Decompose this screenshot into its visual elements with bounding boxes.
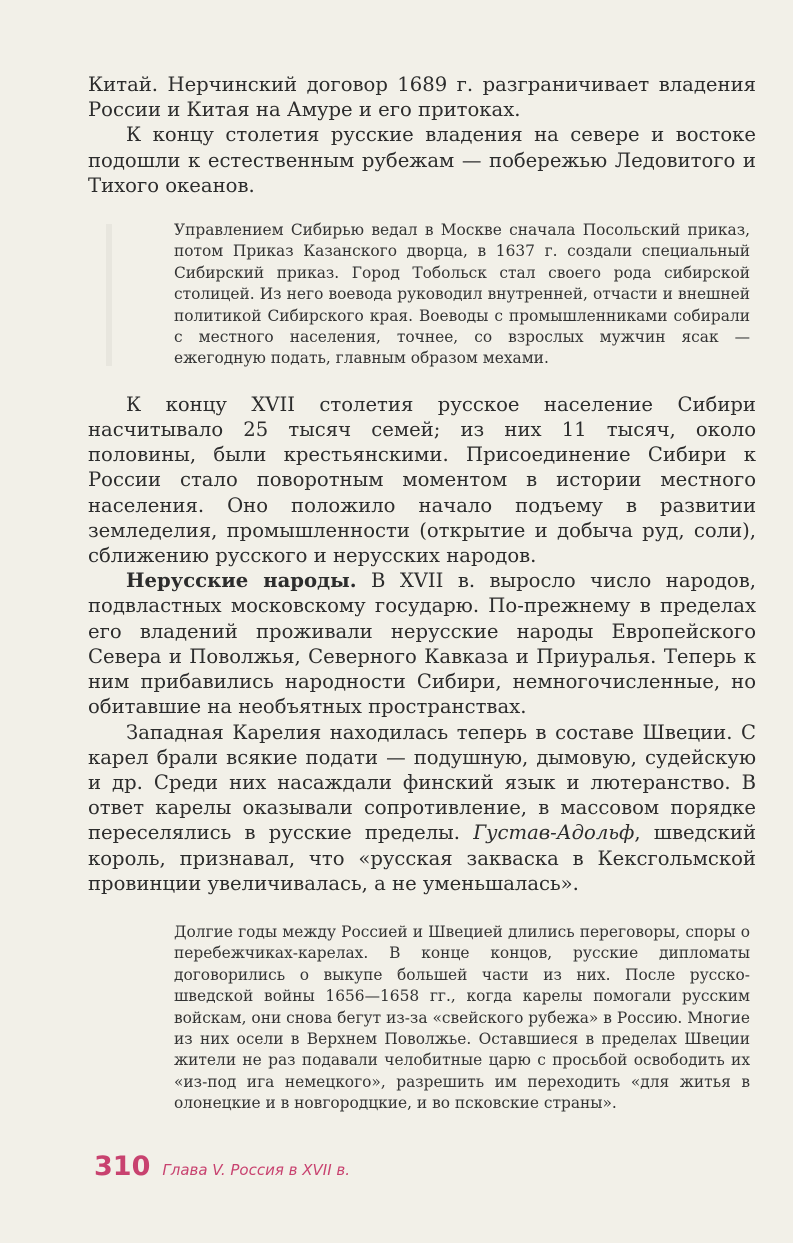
paragraph-5-text-b: , шведский король, признавал, что «русская закваска в Кексгольмской провинции увеличивалась, а не уменьшалась».: [88, 821, 756, 895]
person-name: Густав-Адольф: [473, 821, 635, 845]
paragraph-1: Китай. Нерчинский договор 1689 г. разграничивает владения России и Китая на Амуре и его притоках.: [88, 73, 756, 122]
paragraph-2: К концу столетия русские владения на севере и востоке подошли к естественным рубежам — побережью Ледовитого и Тихого океанов.: [88, 123, 756, 197]
note-margin-bar: [106, 224, 112, 366]
sidebar-note-siberia: [88, 220, 756, 370]
paragraph-5: [88, 720, 756, 896]
paragraph-3: К концу XVII столетия русское население Сибири насчитывало 25 тысяч семей; из них 11 тысяч, около половины, были крестьянскими. Присоединение Сибири к России стало поворотным моментом в истории местного населения. Оно положило начало подъему в развитии земледелия, промышленности (открытие и добыча руд, соли), сближению русского и нерусских народов.: [88, 392, 756, 568]
paragraph-5-text-a: Западная Карелия находилась теперь в составе Швеции. С карел брали всякие подати — подушную, дымовую, судейскую и др. Среди них насаждали финский язык и лютеранство. В ответ карелы оказывали сопротивление, в массовом порядке переселялись в русские пределы.: [88, 720, 756, 845]
note-text: Долгие годы между Россией и Швецией длились переговоры, споры о перебежчиках-карелах. В конце концов, русские дипломаты договорились о выкупе большей части из них. После русско-шведской войны 1656—1658 гг., когда карелы помогали русским войскам, они снова бегут из-за «свейского рубежа» в Россию. Многие из них осели в Верхнем Поволжье. Оставшиеся в пределах Швеции жители не раз подавали челобитные царю с просьбой освободить их «из-под ига немецкого», разрешить им переходить «для житья в олонецкие и в новгородцкие, и во псковские страны».: [174, 922, 750, 1113]
chapter-title: Глава V. Россия в XVII в.: [162, 1161, 351, 1179]
note-text: Управлением Сибирью ведал в Москве сначала Посольский приказ, потом Приказ Казанского дворца, в 1637 г. создали специальный Сибирский приказ. Город Тобольск стал своего рода сибирской столицей. Из него воевода руководил внутренней, отчасти и внешней политикой Сибирского края. Воеводы с промышленниками собирали с местного населения, точнее, со взрослых мужчин ясак — ежегодную подать, главным образом мехами.: [174, 221, 750, 368]
sidebar-note-karelia: [88, 922, 756, 1115]
paragraph-4-text: В XVII в. выросло число народов, подвластных московскому государю. По-прежнему в пределах его владений проживали нерусские народы Европейского Севера и Поволжья, Северного Кавказа и Приуралья. Теперь к ним прибавились народности Сибири, немногочисленные, но обитавшие на необъятных пространствах.: [88, 569, 756, 719]
page-number: 310: [94, 1151, 151, 1182]
paragraph-4: [88, 568, 756, 719]
page-body: [88, 72, 756, 1137]
section-heading: Нерусские народы.: [126, 569, 357, 593]
page-footer: [94, 1151, 350, 1182]
